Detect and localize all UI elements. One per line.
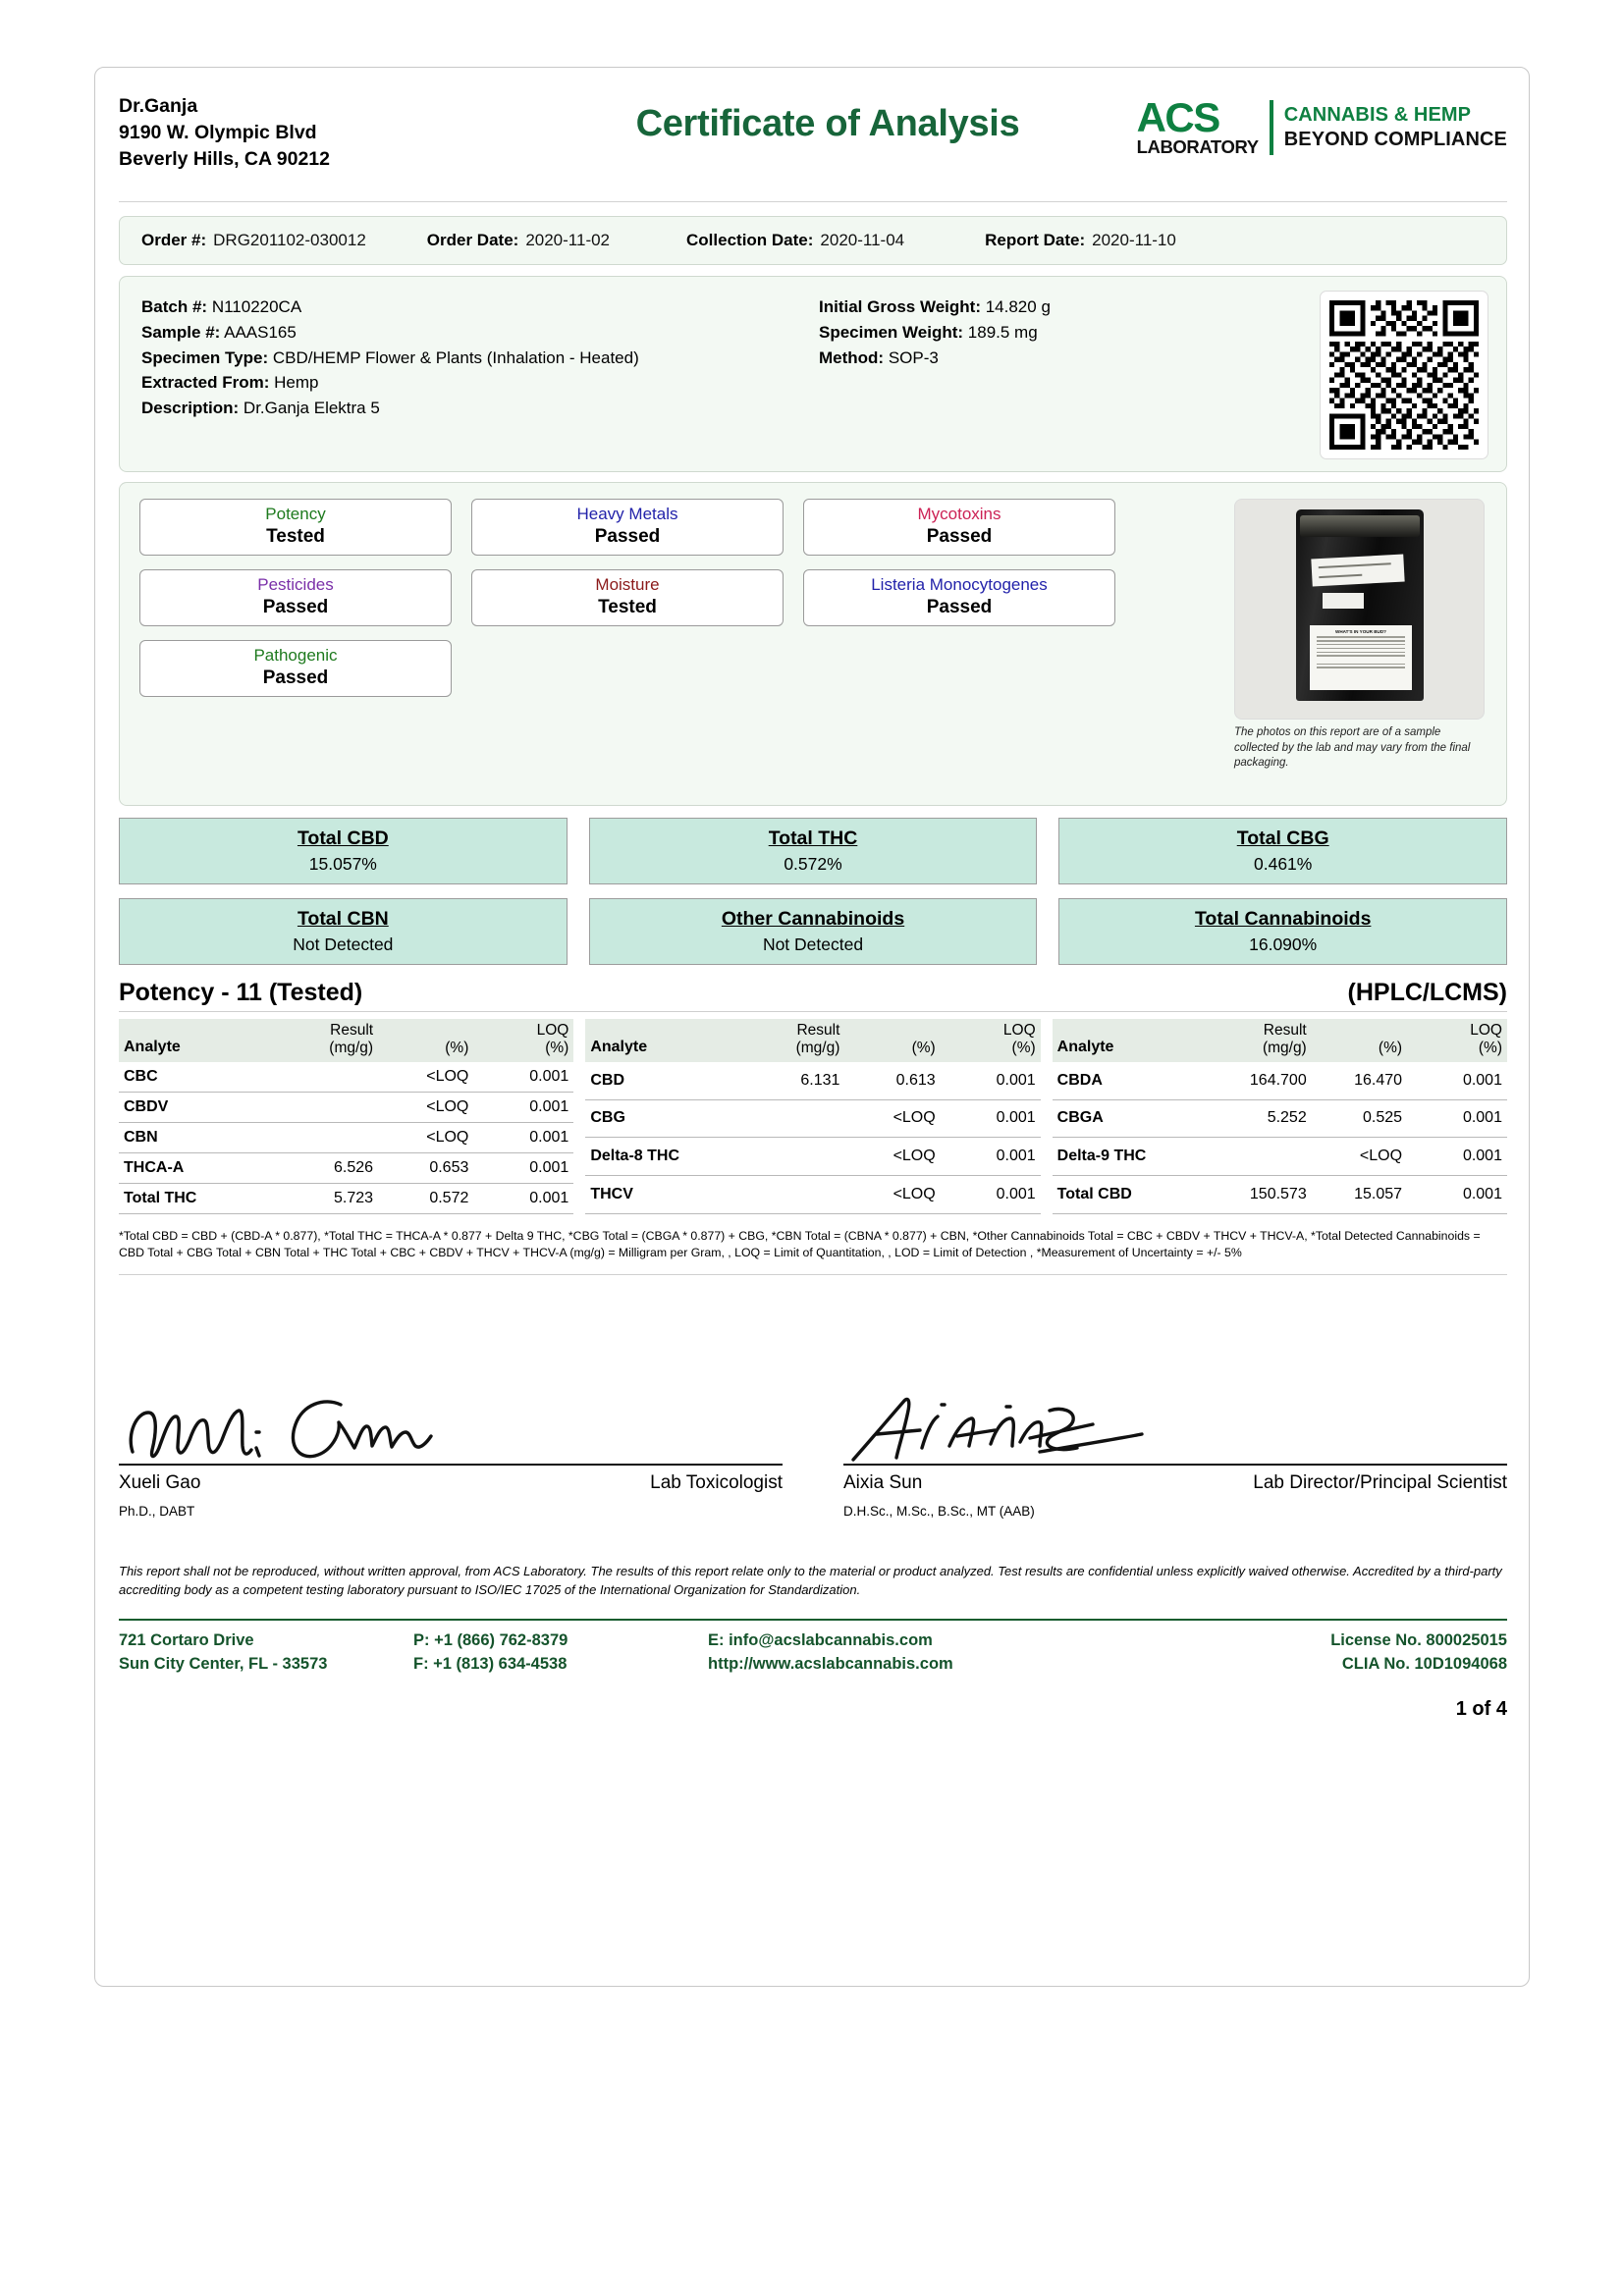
collection-date-label: Collection Date: (686, 231, 814, 249)
test-badge-name: Heavy Metals (576, 505, 678, 524)
initial-gross-weight-value: 14.820 g (985, 297, 1051, 316)
col-result-line2: (mg/g) (1262, 1039, 1307, 1056)
bag-seal (1300, 515, 1420, 537)
signer-degrees: D.H.Sc., M.Sc., B.Sc., MT (AAB) (843, 1503, 1035, 1519)
specimen-weight-row (819, 320, 1231, 346)
test-badge-pathogenic[interactable] (139, 640, 452, 697)
cell-loq: 0.001 (473, 1062, 573, 1093)
order-number-value: DRG201102-030012 (213, 231, 366, 249)
test-badge-name: Potency (265, 505, 326, 524)
test-badge-heavy-metals[interactable] (471, 499, 784, 556)
method-label: Method: (819, 347, 885, 367)
totals-row (119, 818, 1507, 884)
sample-details-left (141, 294, 819, 421)
footer-license-block (1169, 1629, 1507, 1677)
cell-result (1203, 1138, 1312, 1176)
description-label: Description: (141, 399, 240, 418)
table-row (119, 1092, 573, 1122)
cell-result (269, 1062, 378, 1093)
cell-loq: 0.001 (473, 1183, 573, 1213)
cell-percent: <LOQ (844, 1138, 940, 1176)
cell-analyte: CBC (119, 1062, 269, 1093)
total-name: Total Cannabinoids (1194, 908, 1372, 930)
potency-tables (119, 1019, 1507, 1214)
signer-name: Xueli Gao (119, 1471, 201, 1493)
total-cannabinoids-box (1058, 898, 1507, 965)
bag-label-heading: WHAT'S IN YOUR BUD? (1335, 629, 1386, 634)
cell-analyte: CBGA (1053, 1099, 1203, 1138)
extracted-from-row (141, 370, 819, 396)
cell-result: 5.723 (269, 1183, 378, 1213)
potency-section-title: Potency - 11 (Tested) (119, 979, 363, 1006)
coa-sheet (94, 67, 1530, 1987)
bag-info-label (1310, 625, 1412, 690)
test-badge-name: Pathogenic (253, 646, 338, 666)
potency-method-label: (HPLC/LCMS) (1347, 979, 1507, 1006)
col-result (735, 1019, 844, 1062)
cell-analyte: Total CBD (1053, 1176, 1203, 1214)
footer-divider (119, 1619, 1507, 1621)
method-row (819, 346, 1231, 371)
test-badge-name: Moisture (595, 575, 660, 595)
table-row (119, 1183, 573, 1213)
test-badge-name: Mycotoxins (917, 505, 1001, 524)
total-value: Not Detected (293, 934, 394, 954)
total-name: Total CBG (1236, 828, 1329, 849)
cell-analyte: CBDV (119, 1092, 269, 1122)
method-value: SOP-3 (888, 347, 939, 367)
total-value: Not Detected (762, 934, 864, 954)
footer-web-block (708, 1629, 1169, 1677)
cell-loq: 0.001 (941, 1062, 1041, 1099)
cell-percent: <LOQ (844, 1176, 940, 1214)
report-date (985, 231, 1176, 250)
logo-acs-text: ACS (1136, 94, 1219, 140)
cell-result: 5.252 (1203, 1099, 1312, 1138)
test-badge-status: Passed (262, 597, 329, 618)
header-divider (119, 201, 1507, 202)
col-loq-line2: (%) (1011, 1039, 1036, 1056)
sample-number-label: Sample #: (141, 322, 221, 342)
cell-loq: 0.001 (473, 1152, 573, 1183)
col-percent-text: (%) (1378, 1039, 1403, 1056)
cell-analyte: Delta-8 THC (585, 1138, 735, 1176)
total-name: Other Cannabinoids (721, 908, 905, 930)
order-date-label: Order Date: (426, 231, 519, 249)
bag-barcode-label (1323, 593, 1364, 609)
order-info-bar (119, 216, 1507, 265)
col-loq-line2: (%) (1478, 1039, 1502, 1056)
qr-code[interactable] (1320, 291, 1488, 459)
col-percent (844, 1019, 940, 1062)
signer-role: Lab Director/Principal Scientist (1253, 1471, 1507, 1493)
cell-percent: <LOQ (378, 1092, 473, 1122)
col-analyte: Analyte (1053, 1019, 1203, 1062)
table-header-row (1053, 1019, 1507, 1062)
acs-laboratory-logo (1114, 85, 1507, 156)
qr-code-icon (1329, 300, 1479, 450)
page-title-text: Certificate of Analysis (635, 103, 1020, 144)
test-badge-row (139, 499, 1121, 556)
footer-website[interactable]: http://www.acslabcannabis.com (708, 1655, 953, 1674)
signer-name: Aixia Sun (843, 1471, 923, 1493)
specimen-type-row (141, 346, 819, 371)
test-badge-pesticides[interactable] (139, 569, 452, 626)
cell-analyte: CBD (585, 1062, 735, 1099)
batch-number-row (141, 294, 819, 320)
page-number: 1 of 4 (1455, 1698, 1507, 1721)
order-date-value: 2020-11-02 (525, 231, 611, 249)
extracted-from-value: Hemp (274, 373, 319, 393)
sample-details-panel (119, 276, 1507, 472)
test-badge-status: Passed (926, 526, 993, 548)
logo-laboratory-text: LABORATORY (1136, 135, 1259, 157)
batch-number-value: N110220CA (211, 297, 302, 316)
cell-result (735, 1138, 844, 1176)
test-badge-status: Passed (594, 526, 661, 548)
cell-result (269, 1122, 378, 1152)
other-cannabinoids-box (589, 898, 1038, 965)
collection-date (686, 231, 904, 250)
cell-percent: <LOQ (378, 1122, 473, 1152)
cell-loq: 0.001 (1407, 1099, 1507, 1138)
test-badge-name: Listeria Monocytogenes (871, 575, 1048, 595)
table-row (119, 1122, 573, 1152)
footer-email[interactable]: E: info@acslabcannabis.com (708, 1631, 933, 1650)
potency-header-divider (119, 1011, 1507, 1012)
handwritten-signature-icon (123, 1391, 515, 1466)
cell-percent: <LOQ (844, 1099, 940, 1138)
cell-loq: 0.001 (473, 1122, 573, 1152)
total-thc-box (589, 818, 1038, 884)
order-number (141, 231, 366, 250)
order-date (427, 231, 610, 250)
table-row (119, 1062, 573, 1093)
cell-loq: 0.001 (1407, 1062, 1507, 1099)
test-badge-status: Passed (262, 667, 329, 689)
cell-loq: 0.001 (941, 1176, 1041, 1214)
potency-section-header (119, 979, 1507, 1007)
col-result (1203, 1019, 1312, 1062)
collection-date-value: 2020-11-04 (820, 231, 905, 249)
footer-fax: F: +1 (813) 634-4538 (413, 1655, 568, 1674)
col-percent-text: (%) (445, 1039, 469, 1056)
cell-percent: 0.613 (844, 1062, 940, 1099)
handwritten-signature-icon (847, 1391, 1260, 1466)
col-loq-line1: LOQ (1470, 1022, 1502, 1039)
table-row (585, 1138, 1040, 1176)
col-loq-line2: (%) (545, 1039, 569, 1056)
col-loq (473, 1019, 573, 1062)
footer-address-line-2: Sun City Center, FL - 33573 (119, 1655, 328, 1674)
extracted-from-label: Extracted From: (141, 373, 270, 393)
cell-percent: 0.525 (1312, 1099, 1407, 1138)
cannabinoid-totals (119, 818, 1507, 965)
potency-table-1 (119, 1019, 573, 1214)
sample-photo-caption: The photos on this report are of a sample collected by the lab and may vary from the final packaging. (1234, 726, 1471, 770)
col-analyte: Analyte (119, 1019, 269, 1062)
legal-disclaimer: This report shall not be reproduced, without written approval, from ACS Laboratory. The results of this report relate only to the material or product analyzed. Test results are confidential unless explicitly waived otherwise. Accredited by a third-party accrediting body as a competent testing laboratory pursuant to ISO/IEC 17025 of the International Organization for Standardization. (119, 1563, 1502, 1598)
potency-footnote: *Total CBD = CBD + (CBD-A * 0.877), *Total THC = THCA-A * 0.877 + Delta 9 THC, *CBG Total = (CBGA * 0.877) + CBG, *CBN Total = (CBNA * 0.877) + CBN, *Other Cannabinoids Total = CBC + CBDV + THCV + THCV-A, *Total Detected Cannabinoids = CBD Total + CBG Total + CBN Total + THC Total + CBC + CBDV + THCV + THCV-A (mg/g) = Milligram per Gram, , LOQ = Limit of Quantitation, , LOD = Limit of Detection , *Measurement of Uncertainty = +/- 5% (119, 1228, 1481, 1260)
total-value: 16.090% (1249, 934, 1318, 954)
logo-divider (1270, 100, 1273, 155)
specimen-weight-value: 189.5 mg (967, 322, 1038, 342)
cell-result: 6.526 (269, 1152, 378, 1183)
total-value: 0.572% (784, 854, 842, 874)
sample-number-row (141, 320, 819, 346)
batch-number-label: Batch #: (141, 297, 208, 316)
logo-tagline-line-1: CANNABIS & HEMP (1283, 104, 1472, 127)
specimen-type-value: CBD/HEMP Flower & Plants (Inhalation - Heated) (272, 347, 639, 367)
cell-percent: 16.470 (1312, 1062, 1407, 1099)
cell-analyte: THCV (585, 1176, 735, 1214)
test-badge-row (139, 640, 1121, 697)
cell-loq: 0.001 (1407, 1176, 1507, 1214)
order-number-label: Order #: (141, 231, 207, 249)
initial-gross-weight-label: Initial Gross Weight: (819, 297, 981, 316)
report-date-label: Report Date: (985, 231, 1086, 249)
specimen-type-label: Specimen Type: (141, 347, 269, 367)
logo-tagline-line-2: BEYOND COMPLIANCE (1283, 129, 1507, 151)
cell-analyte: CBN (119, 1122, 269, 1152)
col-loq (1407, 1019, 1507, 1062)
sample-photo (1234, 499, 1485, 720)
table-row (1053, 1099, 1507, 1138)
product-bag-image (1296, 509, 1424, 701)
cell-analyte: CBDA (1053, 1062, 1203, 1099)
cell-percent: 0.572 (378, 1183, 473, 1213)
description-row (141, 396, 819, 421)
specimen-weight-label: Specimen Weight: (819, 322, 964, 342)
cell-analyte: Total THC (119, 1183, 269, 1213)
client-address-line-1: 9190 W. Olympic Blvd (119, 121, 317, 143)
test-badge-potency[interactable] (139, 499, 452, 556)
col-percent-text: (%) (911, 1039, 936, 1056)
col-loq (941, 1019, 1041, 1062)
total-cbn-box (119, 898, 568, 965)
table-header-row (585, 1019, 1040, 1062)
table-row (1053, 1176, 1507, 1214)
footer-phone: P: +1 (866) 762-8379 (413, 1631, 568, 1650)
footer-license-no: License No. 800025015 (1330, 1631, 1507, 1650)
client-address-block (119, 85, 541, 173)
cell-result: 150.573 (1203, 1176, 1312, 1214)
col-percent (378, 1019, 473, 1062)
table-row (1053, 1062, 1507, 1099)
cell-percent: 15.057 (1312, 1176, 1407, 1214)
col-loq-line1: LOQ (1002, 1022, 1036, 1039)
cell-result (735, 1176, 844, 1214)
col-result-line1: Result (1263, 1022, 1307, 1039)
cell-analyte: THCA-A (119, 1152, 269, 1183)
cell-result (735, 1099, 844, 1138)
cell-result (269, 1092, 378, 1122)
col-result-line2: (mg/g) (329, 1039, 374, 1056)
potency-table-3 (1053, 1019, 1507, 1214)
total-value: 0.461% (1254, 854, 1313, 874)
col-result-line2: (mg/g) (795, 1039, 840, 1056)
table-row (585, 1099, 1040, 1138)
total-value: 15.057% (308, 854, 377, 874)
totals-row (119, 898, 1507, 965)
table-row (585, 1176, 1040, 1214)
test-badge-status: Passed (926, 597, 993, 618)
cell-percent: <LOQ (378, 1062, 473, 1093)
table-row (1053, 1138, 1507, 1176)
total-cbd-box (119, 818, 568, 884)
total-name: Total THC (768, 828, 858, 849)
table-header-row (119, 1019, 573, 1062)
col-result (269, 1019, 378, 1062)
signature-lab-director (843, 1391, 1507, 1519)
document-header (119, 85, 1507, 195)
cell-analyte: CBG (585, 1099, 735, 1138)
signer-role: Lab Toxicologist (650, 1471, 783, 1493)
page-title (541, 85, 1114, 145)
col-result-line1: Result (796, 1022, 840, 1039)
potency-section-divider (119, 1274, 1507, 1275)
signature-toxicologist (119, 1391, 783, 1519)
test-summary-panel (119, 482, 1507, 806)
test-badge-status: Tested (598, 597, 657, 618)
col-loq-line1: LOQ (536, 1022, 569, 1039)
total-name: Total CBN (297, 908, 389, 930)
bag-handwritten-label (1311, 555, 1404, 587)
footer-address (119, 1629, 413, 1677)
sample-details-right (819, 294, 1231, 421)
potency-table-2 (585, 1019, 1040, 1214)
cell-analyte: Delta-9 THC (1053, 1138, 1203, 1176)
cell-loq: 0.001 (941, 1099, 1041, 1138)
col-percent (1312, 1019, 1407, 1062)
cell-loq: 0.001 (1407, 1138, 1507, 1176)
signature-image-xueli-gao (119, 1391, 783, 1464)
table-row (585, 1062, 1040, 1099)
cell-percent: 0.653 (378, 1152, 473, 1183)
signer-degrees: Ph.D., DABT (119, 1503, 195, 1519)
footer-address-line-1: 721 Cortaro Drive (119, 1631, 254, 1650)
sample-number-value: AAAS165 (224, 322, 297, 342)
report-date-value: 2020-11-10 (1092, 231, 1176, 249)
test-badges (139, 499, 1121, 697)
cell-percent: <LOQ (1312, 1138, 1407, 1176)
test-badge-mycotoxins[interactable] (803, 499, 1115, 556)
table-row (119, 1152, 573, 1183)
test-badge-status: Tested (266, 526, 325, 548)
test-badge-listeria-monocytogenes[interactable] (803, 569, 1115, 626)
col-analyte: Analyte (585, 1019, 735, 1062)
total-cbg-box (1058, 818, 1507, 884)
col-result-line1: Result (330, 1022, 374, 1039)
lab-footer (119, 1629, 1507, 1677)
client-company-name: Dr.Ganja (119, 95, 198, 117)
footer-clia-no: CLIA No. 10D1094068 (1341, 1655, 1507, 1674)
sample-photo-block (1234, 499, 1485, 772)
cell-result: 164.700 (1203, 1062, 1312, 1099)
test-badge-row (139, 569, 1121, 626)
footer-phone-block (413, 1629, 708, 1677)
description-value: Dr.Ganja Elektra 5 (243, 399, 380, 418)
signature-block (119, 1391, 1507, 1519)
client-address-line-2: Beverly Hills, CA 90212 (119, 147, 330, 170)
initial-gross-weight-row (819, 294, 1231, 320)
cell-loq: 0.001 (473, 1092, 573, 1122)
signature-image-aixia-sun (843, 1391, 1507, 1464)
total-name: Total CBD (297, 828, 389, 849)
cell-result: 6.131 (735, 1062, 844, 1099)
cell-loq: 0.001 (941, 1138, 1041, 1176)
test-badge-name: Pesticides (257, 575, 334, 595)
test-badge-moisture[interactable] (471, 569, 784, 626)
